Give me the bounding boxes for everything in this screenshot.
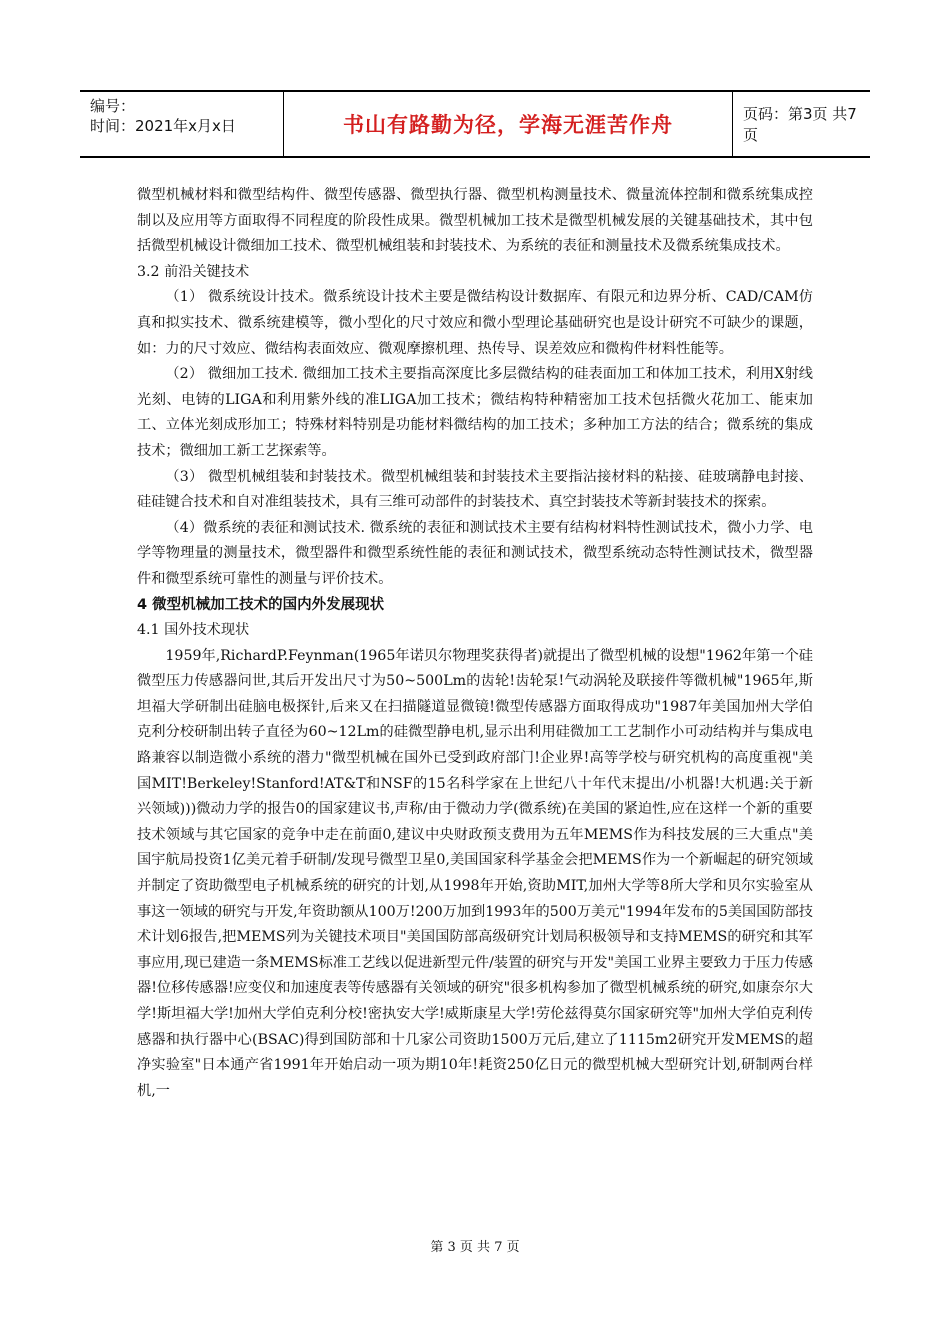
section-heading-3-2: 3.2 前沿关键技术 — [137, 263, 250, 280]
list-item-testing: （4）微系统的表征和测试技术. 微系统的表征和测试技术主要有结构材料特性测试技术，微小力学、电学等物理量的测量技术，微型器件和微型系统性能的表征和测试技术，微型系统动态特性测试技术，微型器件和微型系统可靠性的测量与评价技术。 — [137, 519, 813, 587]
list-item-design-tech: （1） 微系统设计技术。微系统设计技术主要是微结构设计数据库、有限元和边界分析、CAD/CAM仿真和拟实技术、微系统建模等，微小型化的尺寸效应和微小型理论基础研究也是设计研究不可缺少的课题，如：力的尺寸效应、微结构表面效应、微观摩擦机理、热传导、误差效应和微构件材料性能等。 — [137, 289, 813, 357]
header-motto-cell — [283, 92, 733, 156]
list-item-microfabrication: （2） 微细加工技术. 微细加工技术主要指高深度比多层微结构的硅表面加工和体加工技术，利用X射线光刻、电铸的LIGA和利用紫外线的准LIGA加工技术；微结构特种精密加工技术包括微火花加工、能束加工、立体光刻成形加工；特殊材料特别是功能材料微结构的加工技术；多种加工方法的结合；微系统的集成技术；微细加工新工艺探索等。 — [137, 366, 813, 459]
section-heading-4-1: 4.1 国外技术现状 — [137, 622, 250, 639]
section-heading-4: 4 微型机械加工技术的国内外发展现状 — [137, 596, 385, 613]
document-date: 时间：2021年x月x日 — [90, 117, 236, 135]
history-paragraph: 1959年,RichardP.Feynman(1965年诺贝尔物理奖获得者)就提出了微型机械的设想"1962年第一个硅微型压力传感器问世,其后开发出尺寸为50~500Lm的齿轮!齿轮泵!气动涡轮及联接件等微机械"1965年,斯坦福大学研制出硅脑电极探针,后来又在扫描隧道显微镜!微型传感器方面取得成功"1987年美国加州大学伯克利分校研制出转子直径为60~12Lm的硅微型静电机,显示出利用硅微加工工艺制作小可动结构并与集成电路兼容以制造微小系统的潜力"微型机械在国外已受到政府部门!企业界!高等学校与研究机构的高度重视"美国MIT!Berkeley!Stanford!AT&T和NSF的15名科学家在上世纪八十年代末提出/小机器!大机遇:关于新兴领域)))微动力学的报告0的国家建议书,声称/由于微动力学(微系统)在美国的紧迫性,应在这样一个新的重要技术领域与其它国家的竞争中走在前面0,建议中央财政预支费用为五年MEMS作为科技发展的三大重点"美国宇航局投资1亿美元着手研制/发现号微型卫星0,美国国家科学基金会把MEMS作为一个新崛起的研究领域并制定了资助微型电子机械系统的研究的计划,从1998年开始,资助MIT,加州大学等8所大学和贝尔实验室从事这一领域的研究与开发,年资助额从100万!200万加到1993年的500万美元"1994年发布的5美国国防部技术计划6报告,把MEMS列为关键技术项目"美国国防部高级研究计划局积极领导和支持MEMS的研究和其军事应用,现已建造一条MEMS标准工艺线以促进新型元件/装置的研究与开发"美国工业界主要致力于压力传感器!位移传感器!应变仪和加速度表等传感器有关领域的研究"很多机构参加了微型机械系统的研究,如康奈尔大学!斯坦福大学!加州大学伯克利分校!密执安大学!威斯康星大学!劳伦兹得莫尔国家研究等"加州大学伯克利传感器和执行器中心(BSAC)得到国防部和十几家公司资助1500万元后,建立了1115m2研究开发MEMS的超净实验室"日本通产省1991年开始启动一项为期10年!耗资250亿日元的微型机械大型研究计划,研制两台样机,一 — [137, 647, 813, 1099]
header-page-info: 页码：第3页 共7页 — [743, 105, 857, 144]
document-number-label: 编号： — [90, 97, 136, 115]
page-footer: 第 3 页 共 7 页 — [430, 1240, 520, 1255]
list-item-packaging: （3） 微型机械组装和封装技术。微型机械组装和封装技术主要指沾接材料的粘接、硅玻璃静电封接、硅硅键合技术和自对准组装技术，具有三维可动部件的封装技术、真空封装技术等新封装技术的探索。 — [137, 468, 813, 511]
intro-paragraph: 微型机械材料和微型结构件、微型传感器、微型执行器、微型机构测量技术、微量流体控制和微系统集成控制以及应用等方面取得不同程度的阶段性成果。微型机械加工技术是微型机械发展的关键基础技术，其中包括微型机械设计微细加工技术、微型机械组装和封装技术、为系统的表征和测量技术及微系统集成技术。 — [137, 187, 813, 255]
page-header — [80, 90, 870, 158]
header-motto: 书山有路勤为径，学海无涯苦作舟 — [343, 113, 673, 137]
header-meta — [80, 92, 283, 156]
document-body — [137, 183, 813, 1104]
